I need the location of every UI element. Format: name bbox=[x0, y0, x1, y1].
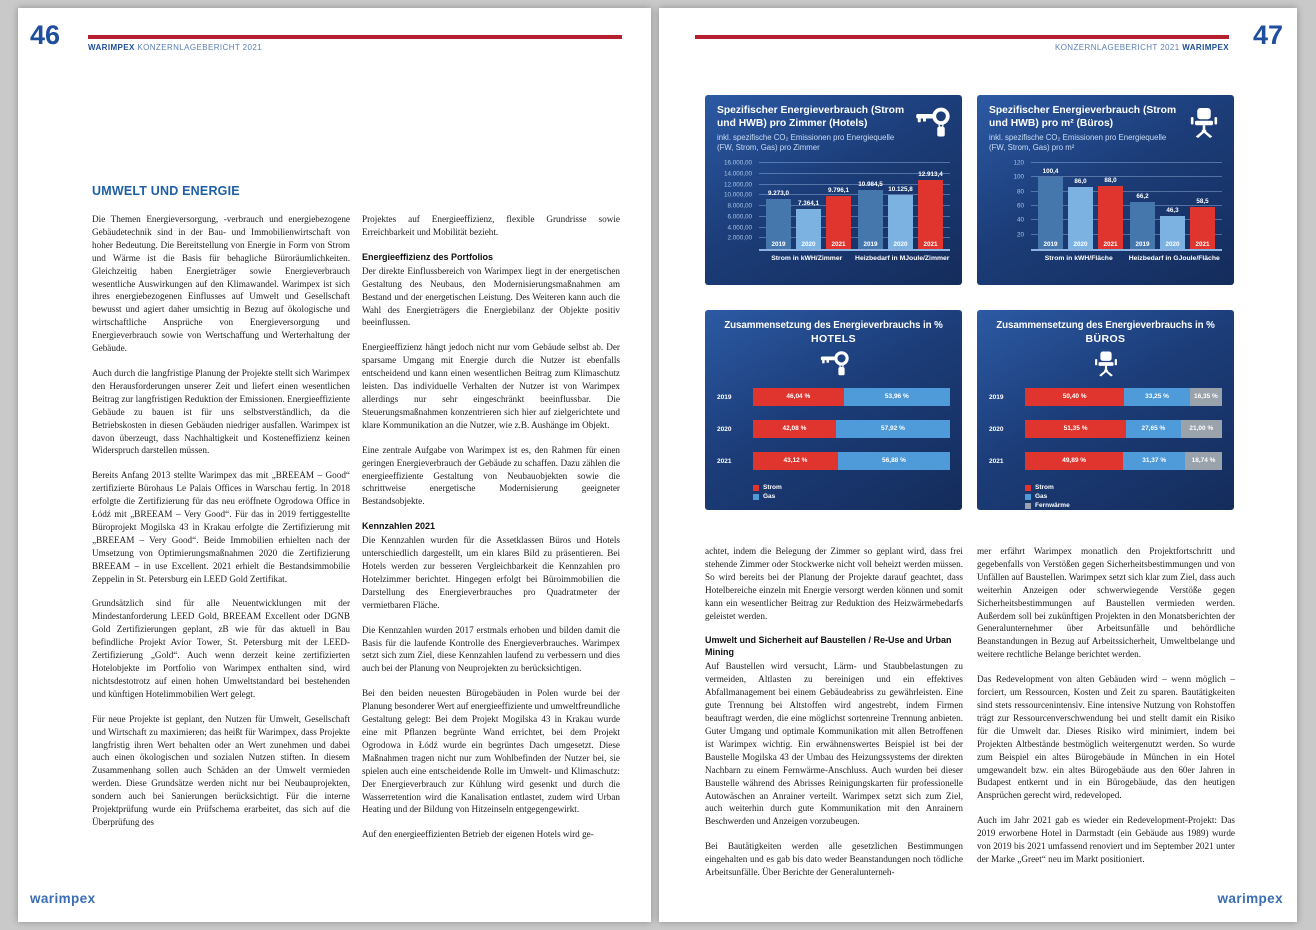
paragraph: Die Kennzahlen wurden 2017 erstmals erhoben und bilden damit die Basis für die laufende Kontrolle des Energieverbrauches. Warimpex setzt sich zum Ziel, diese Kennzahlen laufend zu verbessern und dies auch bei der Planung von Neuprojekten zu berücksichtigen. bbox=[362, 624, 620, 674]
legend-swatch bbox=[753, 494, 759, 500]
bar bbox=[1068, 178, 1093, 249]
paragraph: Das Redevelopment von alten Gebäuden wird – wenn möglich – forciert, um Ressourcen, Kosten und Zeit zu sparen. Bautätigkeiten sind stets ressourcenintensiv. Eine intensive Nutzung von Rohstoffen trägt zur Ressourcenverschwendung bei und stellt damit ein Risiko für die Umwelt dar. Dieses Risiko wird minimiert, indem bei Projekten Altbestände bestmöglich weitergenutzt werden. So wurde zum Beispiel ein altes Bürogebäude in München in ein Hotel umgewandelt bzw. ein altes Bürogebäude aus den 60er Jahren in Budapest entkernt und in ein Bürogebäude, das den heutigen Ansprüchen gerecht wird, redeveloped. bbox=[977, 674, 1235, 801]
warimpex-logo: warimpex bbox=[30, 891, 96, 906]
bar-year-label: 2020 bbox=[893, 241, 908, 248]
stacked-rows bbox=[717, 388, 950, 470]
y-tick-label: 16.000,00 bbox=[723, 159, 752, 167]
chart-body bbox=[989, 159, 1222, 262]
chart-subtitle: inkl. spezifische CO₂ Emissionen pro Energiequelle (FW, Strom, Gas) pro m² bbox=[989, 133, 1167, 152]
bar-year-label: 2020 bbox=[801, 241, 816, 248]
chart-body bbox=[989, 388, 1222, 509]
segment-label: 53,96 % bbox=[884, 393, 909, 400]
segment-label: 21,00 % bbox=[1189, 425, 1214, 432]
bar-value-label: 9.273,0 bbox=[767, 190, 789, 198]
paragraph: Auch im Jahr 2021 gab es wieder ein Redevelopment-Projekt: Das 2019 erworbene Hotel in Darmstadt (ein Gebäude aus 1989) wurde von 2019 bis 2021 umfassend renoviert und im September 2021 unter der Marke „Greet“ neu im Markt positioniert. bbox=[977, 815, 1235, 864]
bar-year-label: 2020 bbox=[1073, 241, 1088, 248]
bar-value-label: 7.364,1 bbox=[797, 200, 819, 208]
stacked-bar bbox=[753, 388, 950, 406]
bar-value-label: 10.125,8 bbox=[888, 185, 913, 193]
stacked-bar bbox=[1025, 388, 1222, 406]
chart-energy-per-room-hotels bbox=[705, 95, 962, 285]
paragraph: Bei den beiden neuesten Bürogebäuden in Polen wurde bei der Planung besonderer Wert auf energieeffiziente und umweltfreundliche Gestaltung gelegt: Bei dem Projekt Mogilska 43 in Krakau wurde eine mit Pflanzen begrünte Wand errichtet, bei dem Projekt Ogrodowa in Łódź wurde ein begrüntes Dach umgesetzt. Diese Maßnahmen tragen nicht nur zum Wohlbefinden der Nutzer bei, sie spielen auch eine entscheidende Rolle im Umwelt- und Klimaschutz: Der Energieverbrauch zur Kühlung wird gesenkt und durch die Wasserretention wird die Kanalisation entlastet, zudem wird Urban Heating und der Bildung von Hitzeinseln entgegengewirkt. bbox=[362, 688, 620, 815]
chart-subtitle: HOTELS bbox=[811, 333, 856, 345]
chart-energy-mix-offices bbox=[977, 310, 1234, 510]
paragraph: Projektes auf Energieeffizienz, flexible Grundrisse sowie Erreichbarkeit und Mobilität bezieht. bbox=[362, 214, 620, 237]
paragraph: Eine zentrale Aufgabe von Warimpex ist es, den Rahmen für einen geringen Energieverbrauch der Gebäude zu schaffen. Dazu zählen die energieeffiziente Gestaltung von Neubauobjekten sowie die schrittweise energetische Modernisierung geeigneter Bestandsobjekte. bbox=[362, 444, 620, 507]
bar-plot bbox=[989, 159, 1222, 251]
paragraph: Für neue Projekte ist geplant, den Nutzen für Umwelt, Gesellschaft und Wirtschaft zu maximieren; das heißt für Warimpex, dass Projekte langfristig ihren Wert behalten oder an Wert zunehmen und dabei auch einen ökologischen und sozialen Nutzen stiften. In diesem Zusammenhang sollen auch Schäden an der Umwelt vermieden werden. Diese Grundsätze werden nicht nur bei Neubauprojekten, sondern auch bei Sanierungen berücksichtigt. Für die interne Projektprüfung wurde ein Prüfschema erarbeitet, das sich auf die Überprüfung des bbox=[92, 713, 350, 827]
stacked-segment bbox=[1123, 452, 1185, 470]
stacked-segment bbox=[1025, 388, 1124, 406]
bar bbox=[1190, 198, 1215, 249]
row-year-label: 2020 bbox=[717, 425, 732, 433]
y-tick-label: 20 bbox=[1016, 231, 1024, 239]
bar-value-label: 12.913,4 bbox=[918, 170, 943, 178]
y-tick-label: 2.000,00 bbox=[727, 234, 752, 242]
legend-label: Strom bbox=[1035, 484, 1054, 491]
body-column-2 bbox=[977, 545, 1235, 878]
row-year-label: 2019 bbox=[989, 393, 1004, 401]
body-column-1 bbox=[705, 545, 963, 891]
segment-label: 57,92 % bbox=[881, 425, 905, 432]
stacked-segment bbox=[838, 452, 950, 470]
stacked-segment bbox=[1025, 420, 1126, 438]
stacked-row bbox=[989, 388, 1222, 406]
paragraph: Auch durch die langfristige Planung der Projekte stellt sich Warimpex den Herausforderungen unserer Zeit und liefert einen wesentlichen Beitrag zur langfristigen Reduktion der Emissionen. Energieeffiziente Gebäude zu bauen ist für uns selbstverständlich, da die Betriebskosten in diesen Gebäuden niedriger ausfallen. Warimpex ist davon überzeugt, dass Nachhaltigkeit und Kosteneffizienz keinen Widerspruch darstellen müssen. bbox=[92, 367, 350, 456]
stacked-row bbox=[989, 420, 1222, 438]
bar-year-label: 2021 bbox=[831, 241, 846, 248]
bar-value-label: 88,0 bbox=[1104, 176, 1117, 184]
header-rule bbox=[695, 35, 1229, 39]
legend-swatch bbox=[753, 485, 759, 491]
stacked-rows bbox=[989, 388, 1222, 470]
stacked-segment bbox=[1190, 388, 1222, 406]
y-tick-label: 6.000,00 bbox=[727, 213, 752, 221]
stacked-segment bbox=[753, 388, 844, 406]
segment-label: 49,89 % bbox=[1062, 457, 1087, 464]
bar bbox=[796, 200, 821, 249]
stacked-segment bbox=[753, 452, 838, 470]
segment-label: 31,37 % bbox=[1142, 457, 1167, 464]
running-header bbox=[695, 43, 1229, 52]
bar-year-label: 2021 bbox=[1103, 241, 1118, 248]
paragraph: Grundsätzlich sind für alle Neuentwicklungen mit der Mindestanforderung LEED Gold, BREEAM Excellent oder DGNB Gold Zertifizierungen geplant, zB wie für das aktuell in Bau befindliche Projekt Avior Tower, St. Petersburg mit der LEED-Zertifizierung „Gold“. Auch wenn derzeit keine zertifizierten Hotelobjekte im Portfolio von Warimpex enthalten sind, wird nichtsdestotrotz auf einen hohen Umweltstandard bei bestehenden und künftigen Hotelimmobilien Wert gelegt. bbox=[92, 598, 350, 699]
legend bbox=[1025, 484, 1222, 509]
paragraph: Die Themen Energieversorgung, -verbrauch und energiebezogene Gebäudetechnik sind in der Bau- und Immobilienwirtschaft von hoher Bedeutung. Die Bereitstellung von Energie in Form von Strom und Wärme ist die Basis für behagliche Büroräumlichkeiten. Gleichzeitig haben Energieträger sowie Energieverbrauch wesentliche Auswirkungen auf den Klimawandel. Warimpex ist sich ihres energiebezogenen Einflusses auf Umwelt und Gesellschaft bewusst und agiert daher umsichtig in Bezug auf ökologische und wirtschaftliche Ansprüche von Energieversorgung und Energieverbrauch sowie von Wertschaffung und Werterhaltung der Gebäude. bbox=[92, 214, 350, 354]
header-caption: KONZERNLAGEBERICHT 2021 bbox=[137, 43, 263, 52]
segment-label: 51,35 % bbox=[1063, 425, 1088, 432]
page-number: 47 bbox=[1252, 20, 1283, 50]
stacked-row bbox=[717, 452, 950, 470]
page-47 bbox=[659, 8, 1297, 922]
legend-label: Strom bbox=[763, 484, 782, 491]
bar bbox=[858, 180, 883, 249]
bar-group bbox=[1130, 163, 1215, 249]
plot-area bbox=[1031, 163, 1222, 251]
plot-area bbox=[759, 163, 950, 251]
legend-item bbox=[753, 484, 950, 491]
legend-label: Gas bbox=[1035, 493, 1048, 500]
stacked-row bbox=[717, 388, 950, 406]
group-label: Heizbedarf in MJoule/Zimmer bbox=[855, 255, 950, 262]
bar-value-label: 86,0 bbox=[1074, 178, 1087, 186]
stacked-segment bbox=[836, 420, 950, 438]
hotel-key-icon bbox=[819, 349, 849, 379]
row-year-label: 2021 bbox=[717, 457, 732, 465]
chart-energy-mix-hotels bbox=[705, 310, 962, 510]
row-year-label: 2019 bbox=[717, 393, 732, 401]
legend-item bbox=[1025, 493, 1222, 500]
segment-label: 16,35 % bbox=[1193, 393, 1218, 400]
chart-header bbox=[989, 105, 1222, 157]
segment-label: 27,65 % bbox=[1141, 425, 1166, 432]
y-tick-label: 14.000,00 bbox=[723, 170, 752, 178]
segment-label: 50,40 % bbox=[1062, 393, 1087, 400]
bar-value-label: 58,5 bbox=[1196, 198, 1209, 206]
legend-item bbox=[1025, 484, 1222, 491]
stacked-row bbox=[717, 420, 950, 438]
y-tick-label: 12.000,00 bbox=[723, 181, 752, 188]
chart-energy-per-sqm-offices bbox=[977, 95, 1234, 285]
body-column-1 bbox=[92, 213, 350, 841]
chart-title: Zusammensetzung des Energieverbrauchs in % bbox=[996, 320, 1215, 331]
paragraph: Energieeffizienz hängt jedoch nicht nur vom Gebäude selbst ab. Der sparsame Umgang mit Energie durch die Nutzer ist ebenfalls entscheidend und kann einen wesentlichen Beitrag zum Klimaschutz leisten. Das individuelle Verhalten der Nutzer ist von Warimpex allerdings nur sehr eingeschränkt beeinflussbar. Die Steuerungsmaßnahmen konzentrieren sich hier auf zielgerichtete und klare Kommunikation an die Nutzer, wie z.B. Aushänge im Objekt. bbox=[362, 342, 620, 430]
office-chair-icon bbox=[1186, 105, 1222, 141]
stacked-bar bbox=[753, 420, 950, 438]
paragraph: mer erfährt Warimpex monatlich den Projektfortschritt und gegebenfalls von Verstößen gegen Sicherheitsbestimmungen und von Unfällen auf Baustellen. Warimpex setzt sich klar zum Ziel, dass auch weiterhin Anzeigen oder schwerwiegende Verstöße gegen Sicherheitsbestimmungen auf Baustellen vermieden werden. Außerdem soll bei zukünftigen Projekten in den Monatsberichten der Generalunternehmer über Arbeitsunfälle und behördliche Beanstandungen in Bezug auf Arbeitssicherheit, Umweltbelange und weitere rechtliche Belange berichtet werden. bbox=[977, 546, 1235, 660]
y-tick-label: 60 bbox=[1016, 202, 1024, 210]
bar-value-label: 10.984,5 bbox=[858, 180, 883, 188]
legend-swatch bbox=[1025, 494, 1031, 500]
bar-year-label: 2019 bbox=[771, 241, 786, 248]
stacked-segment bbox=[844, 388, 950, 406]
subheading: Umwelt und Sicherheit auf Baustellen / Re-Use and Urban Mining bbox=[705, 635, 952, 658]
y-tick-label: 80 bbox=[1016, 188, 1024, 196]
bar-value-label: 100,4 bbox=[1042, 168, 1059, 176]
subheading: Kennzahlen 2021 bbox=[362, 521, 436, 532]
group-label: Strom in kWH/Zimmer bbox=[771, 255, 843, 262]
paragraph: achtet, indem die Belegung der Zimmer so geplant wird, dass frei stehende Zimmer oder Stockwerke nicht voll beheizt werden müssen. So wird bereits bei der Planung der Projekte darauf geachtet, dass Hotelbereiche einzeln mit Energie versorgt werden können und somit kann ein wesentlicher Beitrag zur Reduktion des Heizwärmebedarfs geleistet werden. bbox=[705, 546, 963, 621]
row-year-label: 2021 bbox=[989, 457, 1004, 465]
bar-year-label: 2019 bbox=[1135, 241, 1150, 248]
stacked-segment bbox=[1025, 452, 1123, 470]
bar-group bbox=[858, 163, 943, 249]
stacked-segment bbox=[753, 420, 836, 438]
header-caption: KONZERNLAGEBERICHT 2021 bbox=[1054, 43, 1180, 52]
chart-body bbox=[717, 159, 950, 262]
legend-item bbox=[1025, 502, 1222, 509]
section-title: UMWELT UND ENERGIE bbox=[92, 184, 240, 198]
bar-groups bbox=[1031, 163, 1222, 249]
chart-header bbox=[989, 320, 1222, 379]
segment-label: 43,12 % bbox=[783, 457, 808, 464]
header-brand: WARIMPEX bbox=[88, 43, 135, 52]
y-tick-label: 120 bbox=[1013, 159, 1024, 167]
bar-value-label: 9.796,1 bbox=[827, 187, 849, 195]
y-axis bbox=[989, 159, 1031, 249]
bar-value-label: 66,2 bbox=[1136, 192, 1149, 200]
stacked-segment bbox=[1124, 388, 1190, 406]
chart-title: Spezifischer Energieverbrauch (Strom und HWB) pro Zimmer (Hotels) bbox=[717, 105, 905, 129]
bar-plot bbox=[717, 159, 950, 251]
paragraph: Bereits Anfang 2013 stellte Warimpex das mit „BREEAM – Good“ zertifizierte Bürohaus Le Palais Offices in Warschau fertig. In 2018 erfolgte die Zertifizierung für das neu eröffnete Ogrodowa Office in Łódź mit „BREEAM – Very Good“. Für das in 2019 fertiggestellte Büroprojekt Mogilska 43 in Krakau erfolgte die Zertifizierung mit „BREEAM – Very Good“. Beide Immobilien erhielten nach der Umsetzung von Optimierungsmaßnahmen 2020 die Zertifizierung BREEAM – in use Excellent. 2021 erhielt die Bestandsimmobilie Zeppelin in St. Petersburg ein LEED Gold Zertifikat. bbox=[92, 470, 350, 584]
y-tick-label: 8.000,00 bbox=[727, 202, 752, 210]
bar-groups bbox=[759, 163, 950, 249]
office-chair-icon bbox=[1091, 349, 1121, 379]
legend-swatch bbox=[1025, 503, 1031, 509]
stacked-bar bbox=[1025, 452, 1222, 470]
paragraph: Auf den energieeffizienten Betrieb der eigenen Hotels wird ge- bbox=[362, 829, 594, 840]
stacked-segment bbox=[1185, 452, 1222, 470]
segment-label: 46,04 % bbox=[786, 393, 811, 400]
group-label: Strom in kWH/Fläche bbox=[1044, 255, 1113, 262]
x-axis-labels bbox=[759, 251, 950, 262]
y-axis bbox=[717, 159, 759, 249]
subheading: Energieeffizienz des Portfolios bbox=[362, 251, 494, 262]
segment-label: 18,74 % bbox=[1191, 457, 1216, 464]
legend-label: Gas bbox=[763, 493, 776, 500]
y-tick-label: 100 bbox=[1013, 173, 1024, 181]
bar bbox=[918, 170, 943, 249]
segment-label: 33,25 % bbox=[1145, 393, 1169, 400]
legend bbox=[753, 484, 950, 500]
chart-subtitle: BÜROS bbox=[1085, 333, 1126, 345]
bar bbox=[1160, 206, 1185, 249]
bar bbox=[888, 185, 913, 249]
chart-header bbox=[717, 320, 950, 379]
page-number: 46 bbox=[30, 20, 61, 50]
row-year-label: 2020 bbox=[989, 425, 1004, 433]
header-brand: WARIMPEX bbox=[1182, 43, 1229, 52]
header-rule bbox=[88, 35, 622, 39]
chart-subtitle: inkl. spezifische CO₂ Emissionen pro Energiequelle (FW, Strom, Gas) pro Zimmer bbox=[717, 133, 895, 152]
group-label: Heizbedarf in GJoule/Fläche bbox=[1128, 255, 1220, 262]
body-column-2 bbox=[362, 213, 620, 853]
warimpex-logo: warimpex bbox=[1217, 891, 1283, 906]
running-header bbox=[88, 43, 262, 52]
legend-swatch bbox=[1025, 485, 1031, 491]
x-axis-labels bbox=[1031, 251, 1222, 262]
bar-group bbox=[1038, 163, 1123, 249]
bar bbox=[826, 187, 851, 249]
y-tick-label: 4.000,00 bbox=[727, 224, 752, 231]
bar bbox=[1038, 168, 1063, 249]
bar-value-label: 46,3 bbox=[1166, 206, 1179, 214]
bar-year-label: 2021 bbox=[923, 241, 938, 248]
stacked-bar bbox=[753, 452, 950, 470]
legend-label: Fernwärme bbox=[1035, 502, 1070, 509]
legend-item bbox=[753, 493, 950, 500]
page-46 bbox=[18, 8, 651, 922]
chart-title: Zusammensetzung des Energieverbrauchs in % bbox=[724, 320, 943, 331]
paragraph: Auf Baustellen wird versucht, Lärm- und Staubbelastungen zu vermeiden, Altlasten zu bereinigen und ein effektives Abfallmanagement bei einem Gebäudeabriss zu gewährleisten. Eine gute Trennung bei Altstoffen wird angestrebt, indem Firmen beauftragt werden, die eine möglichst sortenreine Trennung anbieten. Guter Umgang und optimale Kommunikation mit allen Betroffenen ist Warimpex wichtig. Ein erwähnenswertes Beispiel ist bei der Baustelle Mogilska 43 der Umbau des Heizungssystems der direkten Nachbarn zu einem Fernwärme-Anschluss. Auch wurden bei dieser Baustelle während des Abrisses Reinigungskarten für professionelle Autowäschen an Anrainer verteilt. Warimpex setzt sich zum Ziel, auch weiterhin durch gute Kommunikation mit den Anrainern Beschwerden und Anzeigen vorzubeugen. bbox=[705, 661, 963, 827]
hotel-key-icon bbox=[914, 105, 950, 141]
paragraph: Bei Bautätigkeiten werden alle gesetzlichen Bestimmungen eingehalten und es gab bis dato weder Beanstandungen noch tödliche Arbeitsunfälle. Über Berichte der Generalunterneh- bbox=[705, 841, 963, 878]
chart-body bbox=[717, 388, 950, 500]
bar-year-label: 2020 bbox=[1165, 241, 1180, 248]
stacked-segment bbox=[1181, 420, 1222, 438]
bar-year-label: 2021 bbox=[1195, 241, 1210, 248]
stacked-segment bbox=[1126, 420, 1180, 438]
bar-year-label: 2019 bbox=[1043, 241, 1058, 248]
segment-label: 42,08 % bbox=[782, 425, 807, 432]
chart-header bbox=[717, 105, 950, 157]
chart-title: Spezifischer Energieverbrauch (Strom und HWB) pro m² (Büros) bbox=[989, 105, 1177, 129]
bar-year-label: 2019 bbox=[863, 241, 878, 248]
bar-group bbox=[766, 163, 851, 249]
segment-label: 56,88 % bbox=[882, 457, 906, 464]
paragraph: Der direkte Einflussbereich von Warimpex liegt in der energetischen Gestaltung des Neubaus, den Modernisierungsmaßnahmen am Bestand und der energetischen Leistung. Des Weiteren kann auch die Wahl des Energieträgers die Energiebilanz der Objekte positiv beeinflussen. bbox=[362, 265, 620, 328]
stacked-bar bbox=[1025, 420, 1222, 438]
paragraph: Die Kennzahlen wurden für die Assetklassen Büros und Hotels unterschiedlich dargestellt, um ein klares Bild zu präsentieren. Bei Hotels werden zur besseren Vergleichbarkeit die Kennzahlen pro Hotelzimmer berichtet. Hingegen erfolgt bei Büroimmobilien die Darstellung des Energieverbrauches pro Quadratmeter der vermietbaren Fläche. bbox=[362, 535, 620, 610]
stacked-row bbox=[989, 452, 1222, 470]
y-tick-label: 40 bbox=[1016, 216, 1024, 224]
y-tick-label: 10.000,00 bbox=[723, 191, 752, 199]
